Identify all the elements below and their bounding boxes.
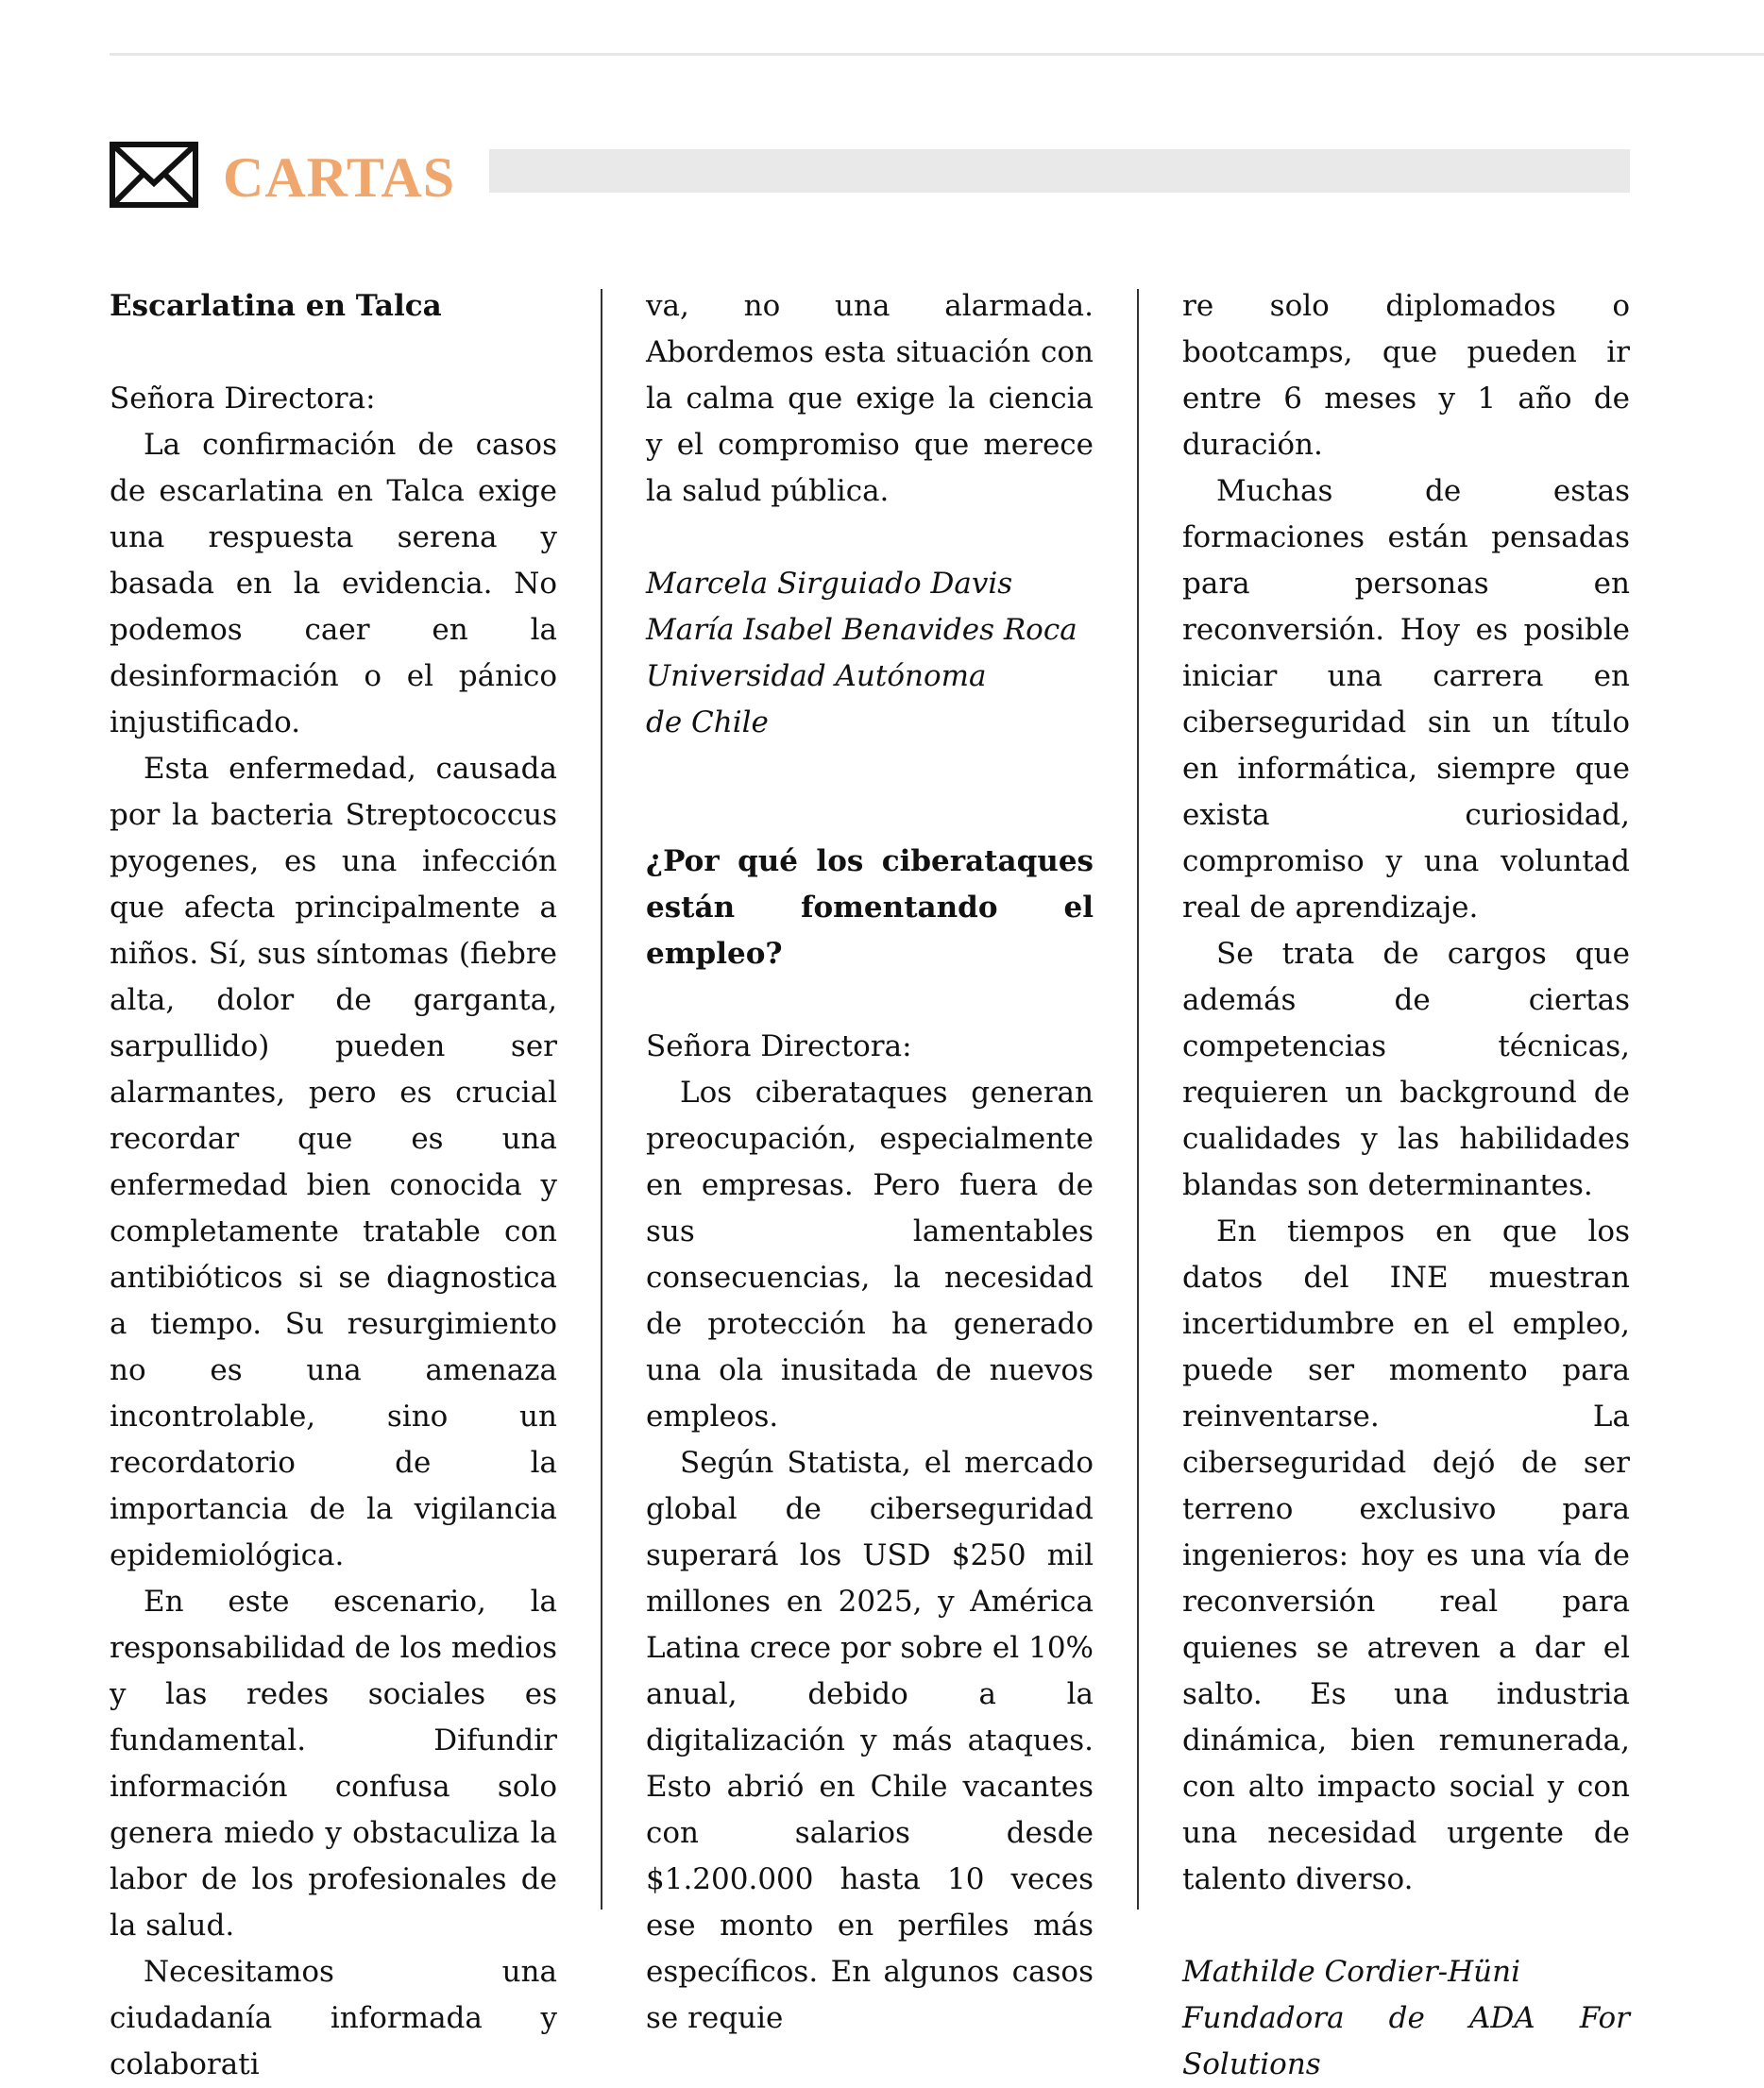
letter-paragraph: En tiempos en que los datos del INE muestran incertidumbre en el empleo, puede ser momento para reinventarse. La ciberseguridad dejó de ser terreno exclusivo para ingenieros: hoy es una vía de reconversión real para quienes se atreven a dar el salto. Es una industria dinámica, bien remunerada, con alto impacto social y con una necesidad urgente de talento diverso.	[1182, 1214, 1630, 1896]
column-3	[1182, 283, 1630, 2088]
signature-line: Mathilde Cordier-Hüni	[1182, 1955, 1520, 1989]
letter-paragraph: re solo diplomados o bootcamps, que pueden ir entre 6 meses y 1 año de duración.	[1182, 289, 1630, 462]
letter-paragraph: va, no una alarmada. Abordemos esta situación con la calma que exige la ciencia y el compromiso que merece la salud pública.	[646, 289, 1094, 508]
letter-paragraph: En este escenario, la responsabilidad de los medios y las redes sociales es fundamental. Difundir información confusa solo genera miedo y obstaculiza la labor de los profesionales de la salud.	[110, 1585, 558, 1943]
letter-paragraph: Según Statista, el mercado global de ciberseguridad superará los USD $250 mil millones en 2025, y América Latina crece por sobre el 10% anual, debido a la digitalización y más ataques. Esto abrió en Chile vacantes con salarios desde $1.200.000 hasta 10 veces ese monto en perfiles más específicos. En algunos casos se requie	[646, 1446, 1094, 2035]
letter-paragraph: Necesitamos una ciudadanía informada y colaborati	[110, 1955, 557, 2081]
letter-paragraph: La confirmación de casos de escarlatina en Talca exige una respuesta serena y basada en la evidencia. No podemos caer en la desinformación o el pánico injustificado.	[110, 428, 557, 739]
letter-paragraph: Los ciberataques generan preocupación, especialmente en empresas. Pero fuera de sus lamentables consecuencias, la necesidad de protección ha generado una ola inusitada de nuevos empleos.	[646, 1076, 1094, 1434]
salutation: Señora Directora:	[646, 1029, 912, 1063]
column-divider	[601, 289, 602, 1910]
letter-paragraph: Esta enfermedad, causada por la bacteria Streptococcus pyogenes, es una infección que afecta principalmente a niños. Sí, sus síntomas (fiebre alta, dolor de garganta, sarpullido) pueden ser alarmantes, pero es crucial recordar que es una enfermedad bien conocida y completamente tratable con antibióticos si se diagnostica a tiempo. Su resurgimiento no es una amenaza incontrolable, sino un recordatorio de la importancia de la vigilancia epidemiológica.	[110, 752, 557, 1572]
section-header	[110, 138, 1630, 213]
signature-line: Marcela Sirguiado Davis	[646, 567, 1013, 601]
envelope-icon	[110, 142, 198, 208]
column-divider	[1137, 289, 1139, 1910]
letter-title: Escarlatina en Talca	[110, 289, 442, 323]
letter-paragraph: Se trata de cargos que además de ciertas competencias técnicas, requieren un background de cualidades y las habilidades blandas son determinantes.	[1182, 937, 1630, 1202]
salutation: Señora Directora:	[110, 382, 376, 416]
column-1	[110, 283, 557, 2088]
letter-paragraph: Muchas de estas formaciones están pensadas para personas en reconversión. Hoy es posible iniciar una carrera en ciberseguridad sin un título en informática, siempre que exista curiosidad, compromiso y una voluntad real de aprendizaje.	[1182, 474, 1630, 925]
signature-line: Fundadora de ADA For Solutions	[1182, 2001, 1630, 2081]
section-title: CARTAS	[223, 146, 456, 209]
top-rule	[110, 53, 1764, 56]
header-bar	[489, 149, 1630, 193]
column-2	[646, 283, 1094, 2042]
letter-title: ¿Por qué los ciberataques están fomentando el empleo?	[646, 844, 1094, 971]
signature-line: Universidad Autónoma	[646, 659, 987, 693]
signature-line: María Isabel Benavides Roca	[646, 613, 1077, 647]
signature-line: de Chile	[646, 705, 769, 739]
